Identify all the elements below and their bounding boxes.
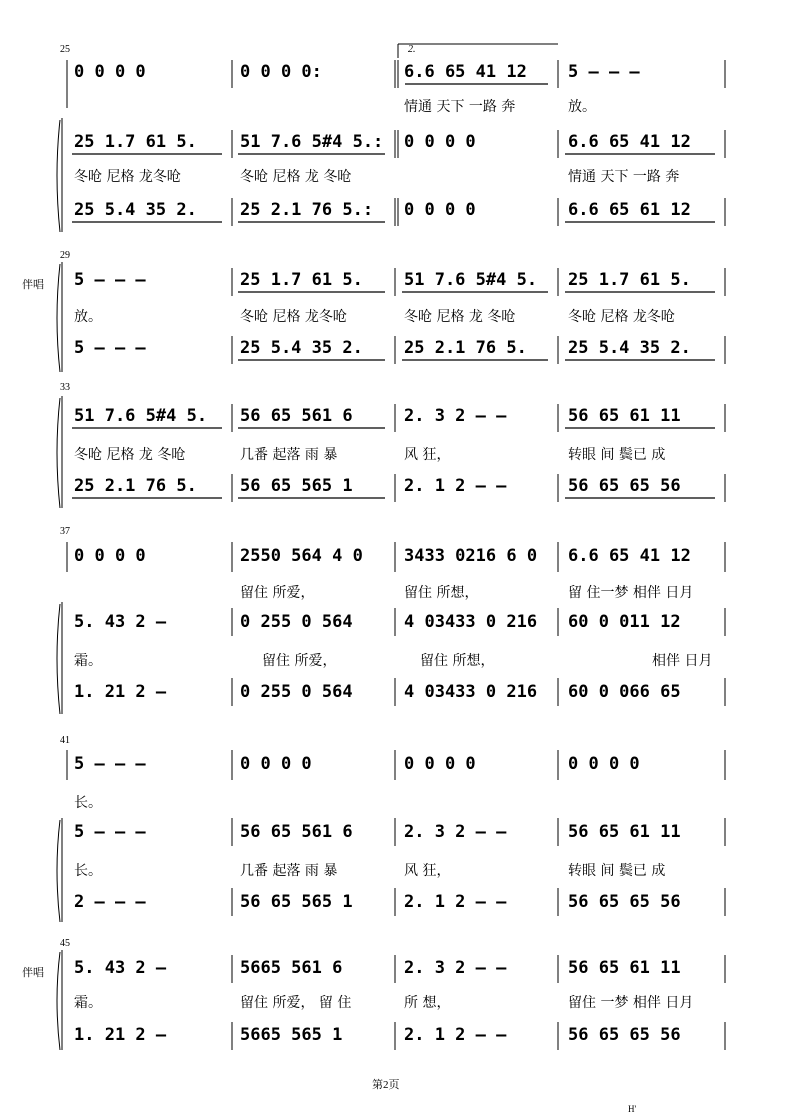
notes: 5665 565 1: [240, 1025, 343, 1045]
notes: 2. 1 2 – –: [404, 1025, 507, 1045]
notes: 56 65 65 56: [568, 476, 681, 496]
notes: 2. 1 2 – –: [404, 476, 507, 496]
notes: 56 65 61 11: [568, 406, 681, 426]
notes: 0 0 0 0: [568, 754, 640, 774]
lyrics: 几番 起落 雨 暴: [240, 863, 338, 879]
measure-number: 41: [60, 735, 70, 746]
notes: 25 2.1 76 5.: [74, 476, 197, 496]
notes: 6.6 65 41 12: [568, 132, 691, 152]
notes: 5665 561 6: [240, 958, 343, 978]
notes: 0 0 0 0: [404, 200, 476, 220]
notes: 5. 43 2 –: [74, 958, 167, 978]
lyrics: 长。: [74, 795, 102, 811]
volta-label: 2.: [408, 44, 416, 55]
notes: 25 1.7 61 5.: [568, 270, 691, 290]
lyrics: 放。: [74, 309, 102, 325]
notes: 2. 3 2 – –: [404, 822, 507, 842]
lyrics: 冬呛 尼格 龙冬呛: [240, 309, 347, 325]
lyrics: 转眼 间 鬓已 成: [568, 863, 666, 879]
notes: 5 – – –: [74, 822, 146, 842]
notes: 56 65 565 1: [240, 476, 353, 496]
measure-number: 25: [60, 44, 70, 55]
notes: 2. 1 2 – –: [404, 892, 507, 912]
lyrics: 霜。: [74, 653, 102, 669]
lyrics: 霜。: [74, 995, 102, 1011]
notes: 25 5.4 35 2.: [240, 338, 363, 358]
notes: 56 65 565 1: [240, 892, 353, 912]
lyrics: 相伴 日月: [652, 653, 713, 669]
measure-number: 45: [60, 938, 70, 949]
lyrics: 冬呛 尼格 龙 冬呛: [74, 447, 186, 463]
lyrics: 转眼 间 鬓已 成: [568, 447, 666, 463]
lyrics: 风 狂，: [404, 447, 451, 463]
notes: 6.6 65 41 12: [568, 546, 691, 566]
lyrics: 冬呛 尼格 龙 冬呛: [240, 169, 352, 185]
notes: 56 65 65 56: [568, 1025, 681, 1045]
notes: 5 – – –: [74, 338, 146, 358]
notes: 51 7.6 5#4 5.: [404, 270, 538, 290]
notes: 25 1.7 61 5.: [240, 270, 363, 290]
notes: 0 0 0 0: [74, 62, 146, 82]
notes: 51 7.6 5#4 5.:: [240, 132, 384, 152]
lyrics: 放。: [568, 99, 596, 115]
notes: 6.6 65 41 12: [404, 62, 527, 82]
notes: 0 0 0 0: [240, 754, 312, 774]
notes: 4 03433 0 216: [404, 682, 538, 702]
notes: 5 – – –: [74, 754, 146, 774]
lyrics: 留住 所想，: [420, 653, 495, 669]
notes: 2. 3 2 – –: [404, 958, 507, 978]
lyrics: 所 想，: [404, 995, 451, 1011]
notes: 25 2.1 76 5.: [404, 338, 527, 358]
notes: 5 – – –: [74, 270, 146, 290]
measure-number: 37: [60, 526, 70, 537]
notes: 60 0 066 65: [568, 682, 681, 702]
lyrics: 情通 天下 一路 奔: [568, 169, 680, 185]
lyrics: 冬呛 尼格 龙冬呛: [568, 309, 675, 325]
notes: 25 5.4 35 2.: [74, 200, 197, 220]
notes: 25 1.7 61 5.: [74, 132, 197, 152]
measure-number: 29: [60, 250, 70, 261]
notes: 4 03433 0 216: [404, 612, 538, 632]
part-label: 伴唱: [22, 966, 44, 979]
notes: 0 255 0 564: [240, 682, 353, 702]
lyrics: 风 狂，: [404, 863, 451, 879]
lyrics: 冬呛 尼格 龙冬呛: [74, 169, 181, 185]
notes: 2550 564 4 0: [240, 546, 363, 566]
notes: 56 65 61 11: [568, 822, 681, 842]
notes: 0 0 0 0:: [240, 62, 322, 82]
lyrics: 留住 所爱，: [262, 653, 337, 669]
lyrics: 留住 所想，: [404, 585, 479, 601]
lyrics: 留住 所爱， 留 住: [240, 995, 352, 1011]
lyrics: 留 住一梦 相伴 日月: [568, 585, 694, 601]
lyrics: 冬呛 尼格 龙 冬呛: [404, 309, 516, 325]
notes: 0 255 0 564: [240, 612, 353, 632]
lyrics: 留住 所爱，: [240, 585, 315, 601]
notes: 56 65 561 6: [240, 406, 353, 426]
notes: 0 0 0 0: [74, 546, 146, 566]
page-number: 第2页: [372, 1079, 400, 1091]
measure-number: 33: [60, 382, 70, 393]
notes: 0 0 0 0: [404, 754, 476, 774]
notes: 51 7.6 5#4 5.: [74, 406, 208, 426]
lyrics: 长。: [74, 863, 102, 879]
notes: 3433 0216 6 0: [404, 546, 538, 566]
notes: 6.6 65 61 12: [568, 200, 691, 220]
notes: 2 – – –: [74, 892, 146, 912]
lyrics: 几番 起落 雨 暴: [240, 447, 338, 463]
notes: 5 – – –: [568, 62, 640, 82]
notes: 60 0 011 12: [568, 612, 681, 632]
notes: 1. 21 2 –: [74, 682, 167, 702]
part-label: 伴唱: [22, 278, 44, 291]
notes: 25 5.4 35 2.: [568, 338, 691, 358]
notes: 1. 21 2 –: [74, 1025, 167, 1045]
notes: 56 65 561 6: [240, 822, 353, 842]
lyrics: 情通 天下 一路 奔: [404, 99, 516, 115]
lyrics: 留住 一梦 相伴 日月: [568, 995, 694, 1011]
notes: 56 65 61 11: [568, 958, 681, 978]
notes: 25 2.1 76 5.:: [240, 200, 374, 220]
notes: 0 0 0 0: [404, 132, 476, 152]
notes: 56 65 65 56: [568, 892, 681, 912]
corner-mark: H': [628, 1104, 637, 1114]
notes: 5. 43 2 –: [74, 612, 167, 632]
notes: 2. 3 2 – –: [404, 406, 507, 426]
